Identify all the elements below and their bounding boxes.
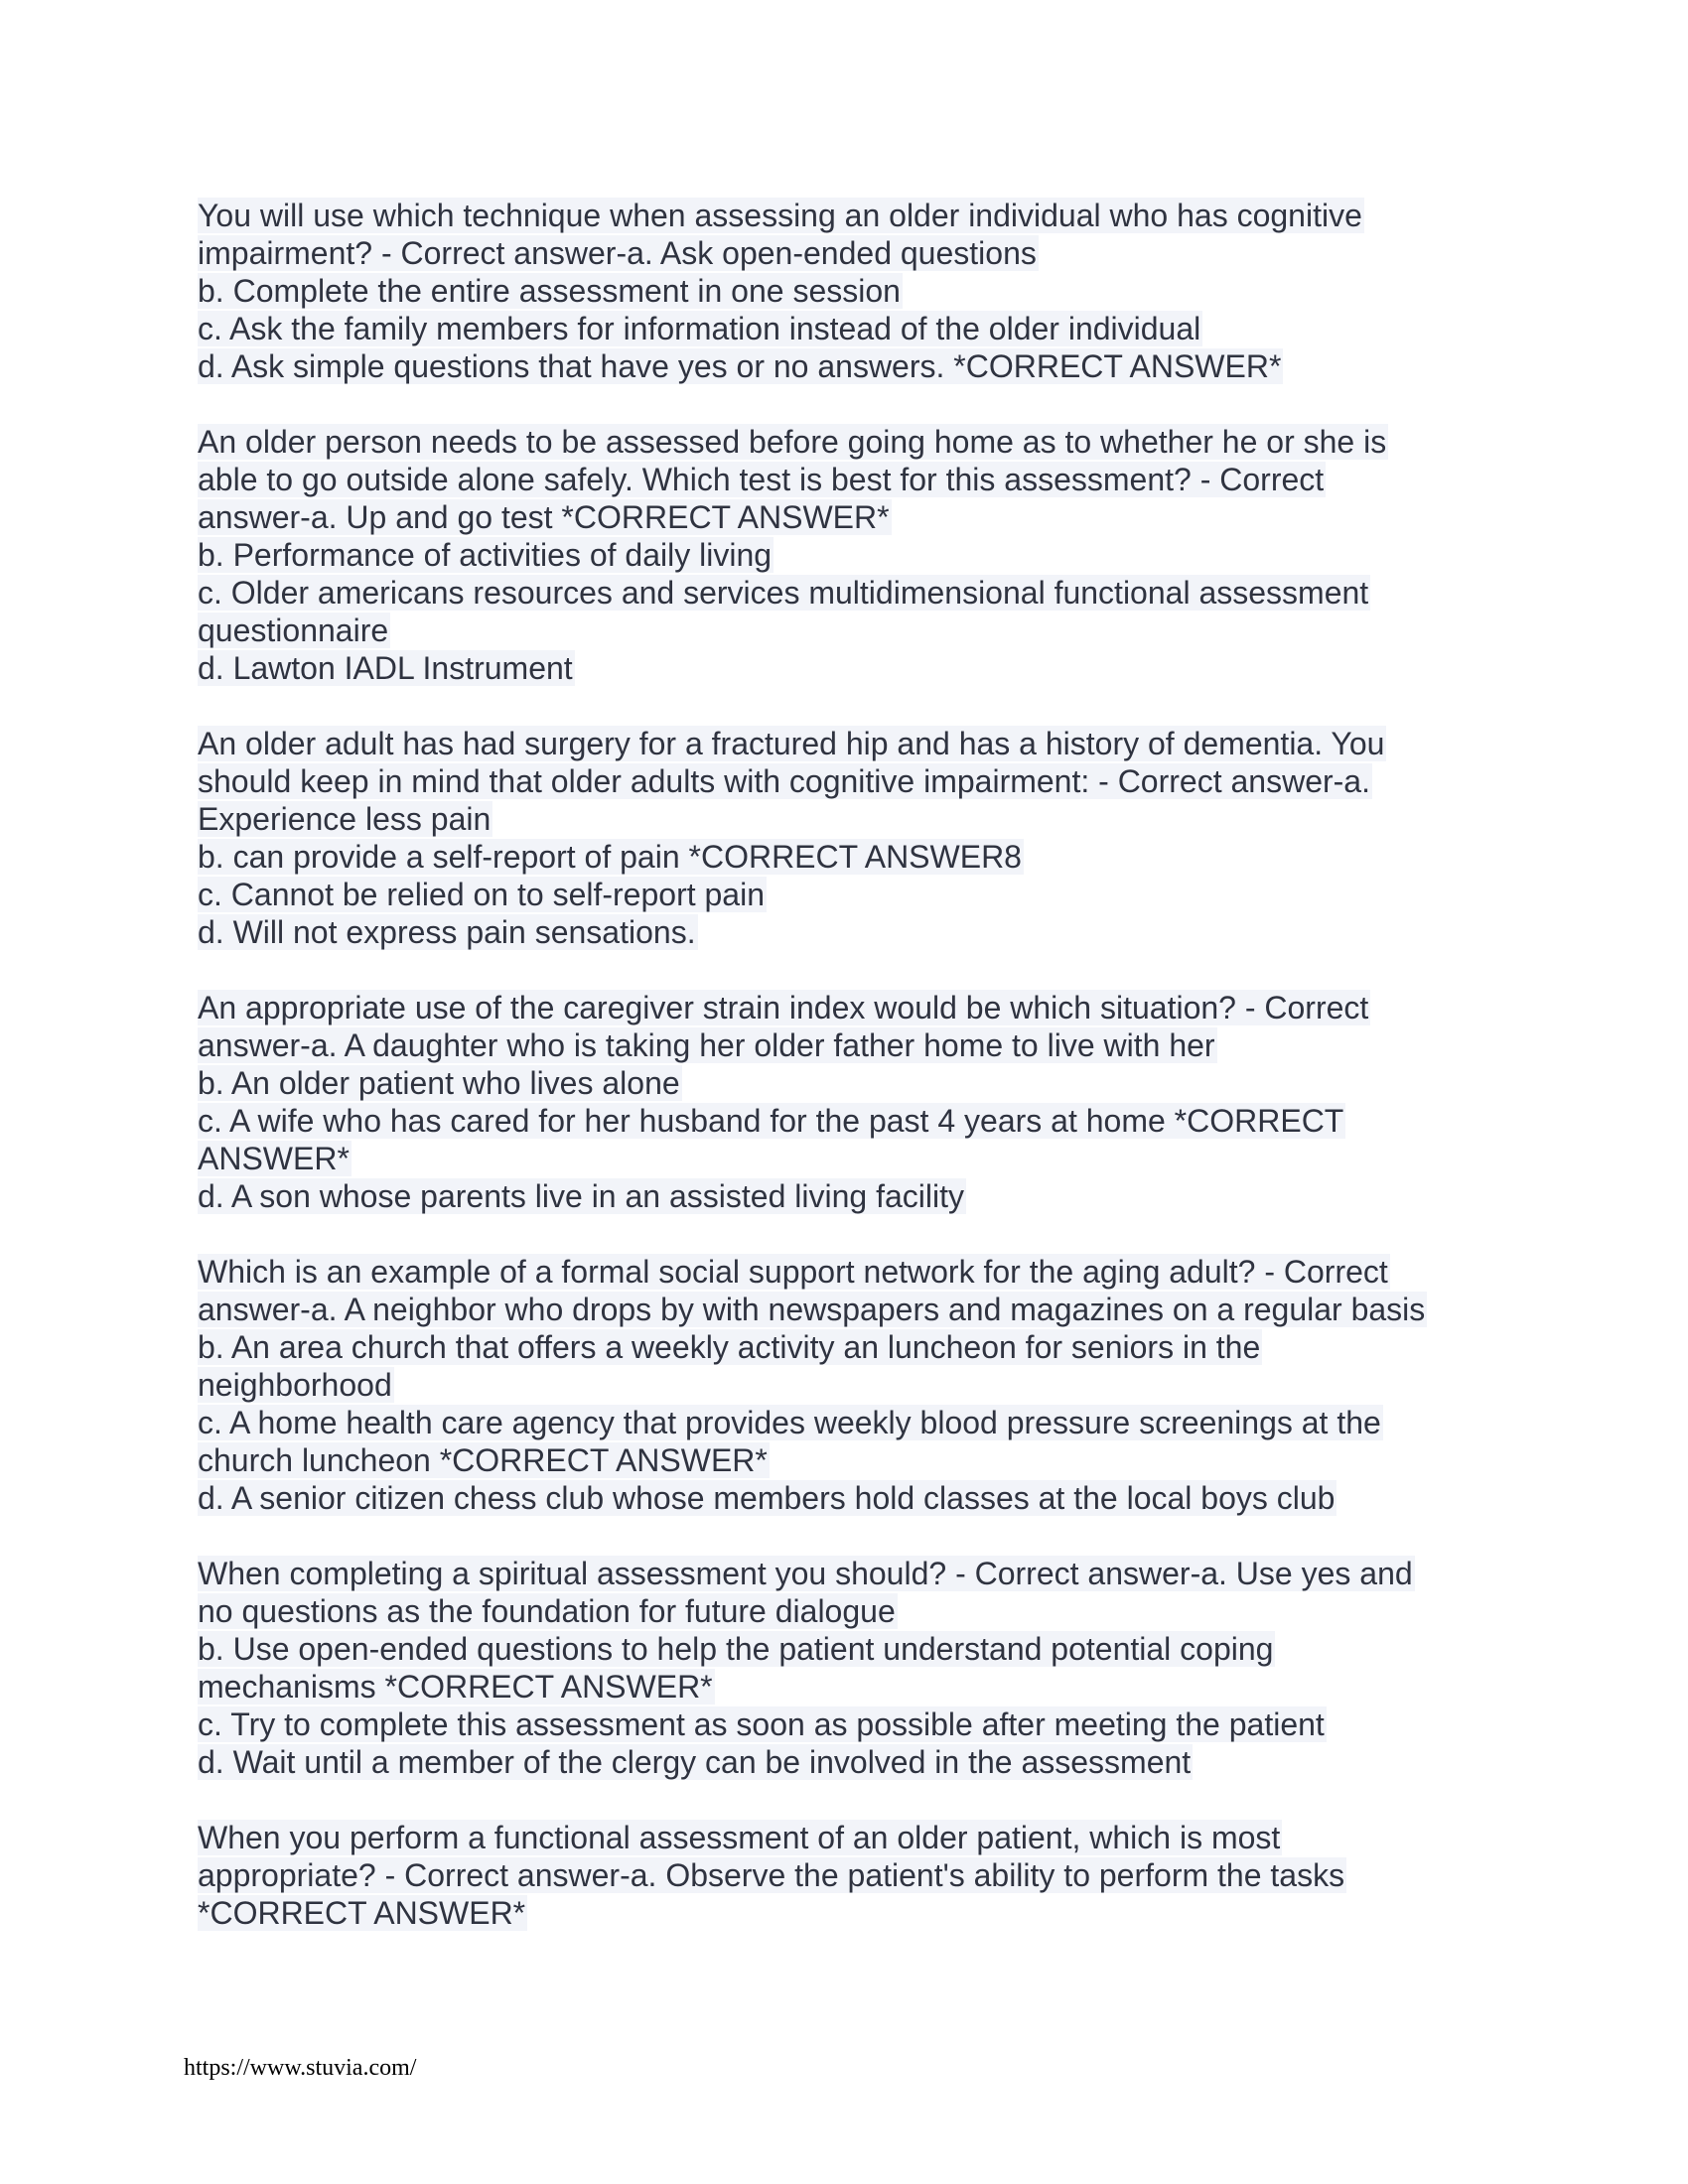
text-line: c. Older americans resources and services multidimensional functional assessment bbox=[198, 575, 1369, 611]
text-line: c. A wife who has cared for her husband for the past 4 years at home *CORRECT bbox=[198, 1103, 1344, 1139]
question-block bbox=[198, 1253, 1508, 1517]
text-line: d. Ask simple questions that have yes or no answers. *CORRECT ANSWER* bbox=[198, 348, 1282, 384]
text-line: questionnaire bbox=[198, 613, 389, 648]
question-block bbox=[198, 989, 1508, 1215]
question-block bbox=[198, 423, 1508, 687]
text-line: answer-a. A neighbor who drops by with newspapers and magazines on a regular basis bbox=[198, 1292, 1426, 1327]
text-line: ANSWER* bbox=[198, 1141, 350, 1176]
question-block bbox=[198, 725, 1508, 951]
text-line: church luncheon *CORRECT ANSWER* bbox=[198, 1442, 768, 1478]
text-line: should keep in mind that older adults with cognitive impairment: - Correct answer-a. bbox=[198, 763, 1370, 799]
text-line: d. Lawton IADL Instrument bbox=[198, 650, 573, 686]
text-line: answer-a. A daughter who is taking her older father home to live with her bbox=[198, 1027, 1215, 1063]
text-line: able to go outside alone safely. Which test is best for this assessment? - Correct bbox=[198, 462, 1325, 497]
text-line: answer-a. Up and go test *CORRECT ANSWER* bbox=[198, 499, 890, 535]
text-line: When completing a spiritual assessment you should? - Correct answer-a. Use yes and bbox=[198, 1556, 1413, 1591]
text-line: mechanisms *CORRECT ANSWER* bbox=[198, 1669, 713, 1705]
text-line: d. A son whose parents live in an assisted living facility bbox=[198, 1178, 964, 1214]
text-line: b. Use open-ended questions to help the patient understand potential coping bbox=[198, 1631, 1274, 1667]
text-line: c. Cannot be relied on to self-report pain bbox=[198, 877, 765, 912]
text-line: c. A home health care agency that provides weekly blood pressure screenings at the bbox=[198, 1405, 1381, 1440]
text-line: b. can provide a self-report of pain *CORRECT ANSWER8 bbox=[198, 839, 1022, 875]
text-line: You will use which technique when assessing an older individual who has cognitive bbox=[198, 198, 1362, 233]
text-line: impairment? - Correct answer-a. Ask open-ended questions bbox=[198, 235, 1037, 271]
text-line: An appropriate use of the caregiver strain index would be which situation? - Correct bbox=[198, 990, 1369, 1025]
text-line: d. A senior citizen chess club whose members hold classes at the local boys club bbox=[198, 1480, 1336, 1516]
footer-url[interactable]: https://www.stuvia.com/ bbox=[184, 2055, 417, 2081]
text-line: b. An older patient who lives alone bbox=[198, 1065, 680, 1101]
question-block bbox=[198, 1555, 1508, 1781]
text-line: An older person needs to be assessed before going home as to whether he or she is bbox=[198, 424, 1387, 460]
document-body bbox=[198, 197, 1508, 1970]
text-line: An older adult has had surgery for a fractured hip and has a history of dementia. You bbox=[198, 726, 1385, 761]
text-line: Experience less pain bbox=[198, 801, 492, 837]
text-line: b. Complete the entire assessment in one session bbox=[198, 273, 901, 309]
text-line: When you perform a functional assessment of an older patient, which is most bbox=[198, 1820, 1281, 1855]
text-line: b. Performance of activities of daily living bbox=[198, 537, 773, 573]
question-block bbox=[198, 1819, 1508, 1932]
text-line: no questions as the foundation for future dialogue bbox=[198, 1593, 896, 1629]
text-line: c. Try to complete this assessment as soon as possible after meeting the patient bbox=[198, 1706, 1325, 1742]
text-line: Which is an example of a formal social support network for the aging adult? - Correct bbox=[198, 1254, 1388, 1290]
text-line: *CORRECT ANSWER* bbox=[198, 1895, 526, 1931]
text-line: c. Ask the family members for information instead of the older individual bbox=[198, 311, 1201, 346]
text-line: appropriate? - Correct answer-a. Observe the patient's ability to perform the tasks bbox=[198, 1857, 1345, 1893]
text-line: d. Wait until a member of the clergy can be involved in the assessment bbox=[198, 1744, 1192, 1780]
text-line: neighborhood bbox=[198, 1367, 392, 1403]
text-line: d. Will not express pain sensations. bbox=[198, 914, 696, 950]
question-block bbox=[198, 197, 1508, 385]
text-line: b. An area church that offers a weekly activity an luncheon for seniors in the bbox=[198, 1329, 1261, 1365]
